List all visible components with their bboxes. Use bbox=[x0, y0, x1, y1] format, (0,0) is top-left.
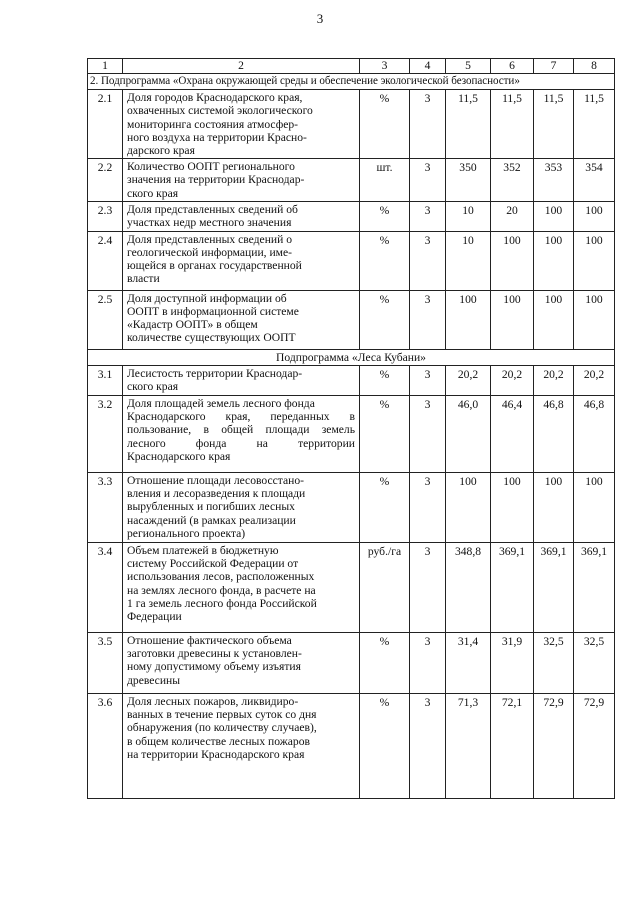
table-row bbox=[88, 231, 615, 290]
description-line: Доля городов Краснодарского края, bbox=[127, 91, 303, 105]
description-line: Краснодарского края bbox=[127, 449, 231, 463]
description-line: пользование, в общей площади земель bbox=[127, 423, 355, 437]
description-line: ского края bbox=[127, 186, 179, 200]
column-6-cell: 369,1 bbox=[491, 543, 534, 633]
table-row bbox=[88, 366, 615, 396]
row-number-cell: 2.4 bbox=[88, 231, 123, 290]
indicators-table bbox=[87, 58, 615, 799]
unit-cell: % bbox=[360, 694, 410, 799]
description-line: заготовки древесины к установлен- bbox=[127, 647, 302, 661]
column-6-cell: 100 bbox=[491, 473, 534, 543]
table-row bbox=[88, 543, 615, 633]
section-row-subprogram-2 bbox=[88, 74, 615, 90]
unit-cell: % bbox=[360, 290, 410, 349]
description-line: власти bbox=[127, 272, 160, 286]
description-line: Лесистость территории Краснодар- bbox=[127, 367, 303, 381]
column-6-cell: 20 bbox=[491, 201, 534, 231]
description-line: Федерации bbox=[127, 610, 182, 624]
description-line: на территории Краснодарского края bbox=[127, 747, 305, 761]
column-8-cell: 20,2 bbox=[574, 366, 615, 396]
column-4-cell: 3 bbox=[410, 633, 446, 694]
unit-cell: % bbox=[360, 201, 410, 231]
section-row-lesa-kubani bbox=[88, 349, 615, 365]
table-body bbox=[88, 59, 615, 799]
header-row bbox=[88, 59, 615, 74]
column-7-cell: 100 bbox=[534, 473, 574, 543]
unit-cell: руб./га bbox=[360, 543, 410, 633]
row-number-cell: 2.3 bbox=[88, 201, 123, 231]
table-row bbox=[88, 201, 615, 231]
description-line: Доля представленных сведений об bbox=[127, 202, 298, 216]
description-line: Отношение площади лесовосстано- bbox=[127, 474, 304, 488]
unit-cell: % bbox=[360, 366, 410, 396]
column-8-cell: 100 bbox=[574, 201, 615, 231]
column-5-cell: 350 bbox=[446, 159, 491, 202]
description-line: древесины bbox=[127, 673, 181, 687]
description-line: Объем платежей в бюджетную bbox=[127, 544, 279, 558]
header-cell-2: 2 bbox=[123, 59, 360, 74]
description-line: Краснодарского края, переданных в bbox=[127, 410, 355, 424]
column-8-cell: 46,8 bbox=[574, 396, 615, 473]
column-7-cell: 32,5 bbox=[534, 633, 574, 694]
column-8-cell: 100 bbox=[574, 473, 615, 543]
description-line: Доля представленных сведений о bbox=[127, 232, 293, 246]
column-6-cell: 100 bbox=[491, 231, 534, 290]
column-7-cell: 46,8 bbox=[534, 396, 574, 473]
table-row bbox=[88, 633, 615, 694]
column-4-cell: 3 bbox=[410, 201, 446, 231]
description-line: ного воздуха на территории Красно- bbox=[127, 130, 307, 144]
indicator-description-cell bbox=[123, 201, 360, 231]
description-line: использования лесов, расположенных bbox=[127, 570, 315, 584]
column-7-cell: 353 bbox=[534, 159, 574, 202]
description-line: Отношение фактического объема bbox=[127, 634, 292, 648]
description-line: значения на территории Краснодар- bbox=[127, 173, 305, 187]
indicator-description-cell bbox=[123, 159, 360, 202]
row-number-cell: 2.5 bbox=[88, 290, 123, 349]
column-7-cell: 100 bbox=[534, 201, 574, 231]
column-8-cell: 11,5 bbox=[574, 90, 615, 159]
header-cell-7: 7 bbox=[534, 59, 574, 74]
column-4-cell: 3 bbox=[410, 473, 446, 543]
description-line: систему Российской Федерации от bbox=[127, 557, 299, 571]
indicator-description-cell bbox=[123, 396, 360, 473]
description-line: ющейся в органах государственной bbox=[127, 259, 302, 273]
description-line: регионального проекта) bbox=[127, 526, 246, 540]
row-number-cell: 3.3 bbox=[88, 473, 123, 543]
table-row bbox=[88, 90, 615, 159]
column-4-cell: 3 bbox=[410, 543, 446, 633]
column-4-cell: 3 bbox=[410, 366, 446, 396]
description-line: Доля доступной информации об bbox=[127, 291, 287, 305]
section-title: 2. Подпрограмма «Охрана окружающей среды и обеспечение экологической безопасности» bbox=[88, 74, 615, 90]
column-5-cell: 100 bbox=[446, 290, 491, 349]
description-line: количестве существующих ООПТ bbox=[127, 331, 296, 345]
column-5-cell: 31,4 bbox=[446, 633, 491, 694]
description-line: Доля лесных пожаров, ликвидиро- bbox=[127, 695, 299, 709]
page-number: 3 bbox=[316, 11, 324, 26]
column-7-cell: 11,5 bbox=[534, 90, 574, 159]
indicator-description-cell bbox=[123, 366, 360, 396]
table-row bbox=[88, 473, 615, 543]
column-5-cell: 46,0 bbox=[446, 396, 491, 473]
column-8-cell: 354 bbox=[574, 159, 615, 202]
table-row bbox=[88, 290, 615, 349]
description-line: Количество ООПТ регионального bbox=[127, 160, 295, 174]
unit-cell: шт. bbox=[360, 159, 410, 202]
column-6-cell: 20,2 bbox=[491, 366, 534, 396]
description-line: ООПТ в информационной системе bbox=[127, 305, 299, 319]
column-4-cell: 3 bbox=[410, 290, 446, 349]
indicator-description-cell bbox=[123, 290, 360, 349]
indicator-description-cell bbox=[123, 694, 360, 799]
description-line: ванных в течение первых суток со дня bbox=[127, 708, 317, 722]
unit-cell: % bbox=[360, 473, 410, 543]
description-line: насаждений (в рамках реализации bbox=[127, 513, 296, 527]
description-line: вления и лесоразведения к площади bbox=[127, 487, 306, 501]
column-6-cell: 100 bbox=[491, 290, 534, 349]
description-line: 1 га земель лесного фонда Российской bbox=[127, 596, 317, 610]
table-row bbox=[88, 694, 615, 799]
header-cell-5: 5 bbox=[446, 59, 491, 74]
description-line: вырубленных и погибших лесных bbox=[127, 500, 295, 514]
description-line: участках недр местного значения bbox=[127, 216, 292, 230]
unit-cell: % bbox=[360, 231, 410, 290]
description-line: геологической информации, име- bbox=[127, 246, 292, 260]
description-line: ского края bbox=[127, 380, 179, 394]
row-number-cell: 2.1 bbox=[88, 90, 123, 159]
indicator-description-cell bbox=[123, 90, 360, 159]
column-6-cell: 352 bbox=[491, 159, 534, 202]
column-4-cell: 3 bbox=[410, 396, 446, 473]
description-line: дарского края bbox=[127, 144, 195, 158]
row-number-cell: 3.6 bbox=[88, 694, 123, 799]
column-6-cell: 11,5 bbox=[491, 90, 534, 159]
description-line: лесного фонда на территории bbox=[127, 436, 355, 450]
column-5-cell: 20,2 bbox=[446, 366, 491, 396]
unit-cell: % bbox=[360, 633, 410, 694]
description-line: обнаружения (по количеству случаев), bbox=[127, 721, 317, 735]
column-8-cell: 369,1 bbox=[574, 543, 615, 633]
column-5-cell: 10 bbox=[446, 231, 491, 290]
table-row bbox=[88, 159, 615, 202]
description-line: охваченных системой экологического bbox=[127, 104, 313, 118]
table-row bbox=[88, 396, 615, 473]
row-number-cell: 3.4 bbox=[88, 543, 123, 633]
indicator-description-cell bbox=[123, 633, 360, 694]
row-number-cell: 3.2 bbox=[88, 396, 123, 473]
header-cell-3: 3 bbox=[360, 59, 410, 74]
header-cell-1: 1 bbox=[88, 59, 123, 74]
section-title: Подпрограмма «Леса Кубани» bbox=[88, 349, 615, 365]
column-7-cell: 72,9 bbox=[534, 694, 574, 799]
column-4-cell: 3 bbox=[410, 694, 446, 799]
header-cell-6: 6 bbox=[491, 59, 534, 74]
column-8-cell: 32,5 bbox=[574, 633, 615, 694]
column-4-cell: 3 bbox=[410, 159, 446, 202]
column-6-cell: 46,4 bbox=[491, 396, 534, 473]
column-5-cell: 10 bbox=[446, 201, 491, 231]
row-number-cell: 2.2 bbox=[88, 159, 123, 202]
column-4-cell: 3 bbox=[410, 90, 446, 159]
description-line: на землях лесного фонда, в расчете на bbox=[127, 583, 316, 597]
description-line: Доля площадей земель лесного фонда bbox=[127, 397, 315, 411]
description-line: в общем количестве лесных пожаров bbox=[127, 734, 310, 748]
column-5-cell: 348,8 bbox=[446, 543, 491, 633]
row-number-cell: 3.5 bbox=[88, 633, 123, 694]
column-5-cell: 71,3 bbox=[446, 694, 491, 799]
column-8-cell: 100 bbox=[574, 231, 615, 290]
description-line: ному допустимому объему изъятия bbox=[127, 660, 301, 674]
column-6-cell: 31,9 bbox=[491, 633, 534, 694]
description-line: «Кадастр ООПТ» в общем bbox=[127, 318, 258, 332]
header-cell-8: 8 bbox=[574, 59, 615, 74]
column-7-cell: 369,1 bbox=[534, 543, 574, 633]
unit-cell: % bbox=[360, 396, 410, 473]
indicator-description-cell bbox=[123, 231, 360, 290]
description-line: мониторинга состояния атмосфер- bbox=[127, 117, 299, 131]
column-8-cell: 100 bbox=[574, 290, 615, 349]
header-cell-4: 4 bbox=[410, 59, 446, 74]
column-7-cell: 20,2 bbox=[534, 366, 574, 396]
column-7-cell: 100 bbox=[534, 290, 574, 349]
column-6-cell: 72,1 bbox=[491, 694, 534, 799]
indicator-description-cell bbox=[123, 473, 360, 543]
indicator-description-cell bbox=[123, 543, 360, 633]
column-8-cell: 72,9 bbox=[574, 694, 615, 799]
column-4-cell: 3 bbox=[410, 231, 446, 290]
column-5-cell: 11,5 bbox=[446, 90, 491, 159]
row-number-cell: 3.1 bbox=[88, 366, 123, 396]
column-5-cell: 100 bbox=[446, 473, 491, 543]
column-7-cell: 100 bbox=[534, 231, 574, 290]
unit-cell: % bbox=[360, 90, 410, 159]
